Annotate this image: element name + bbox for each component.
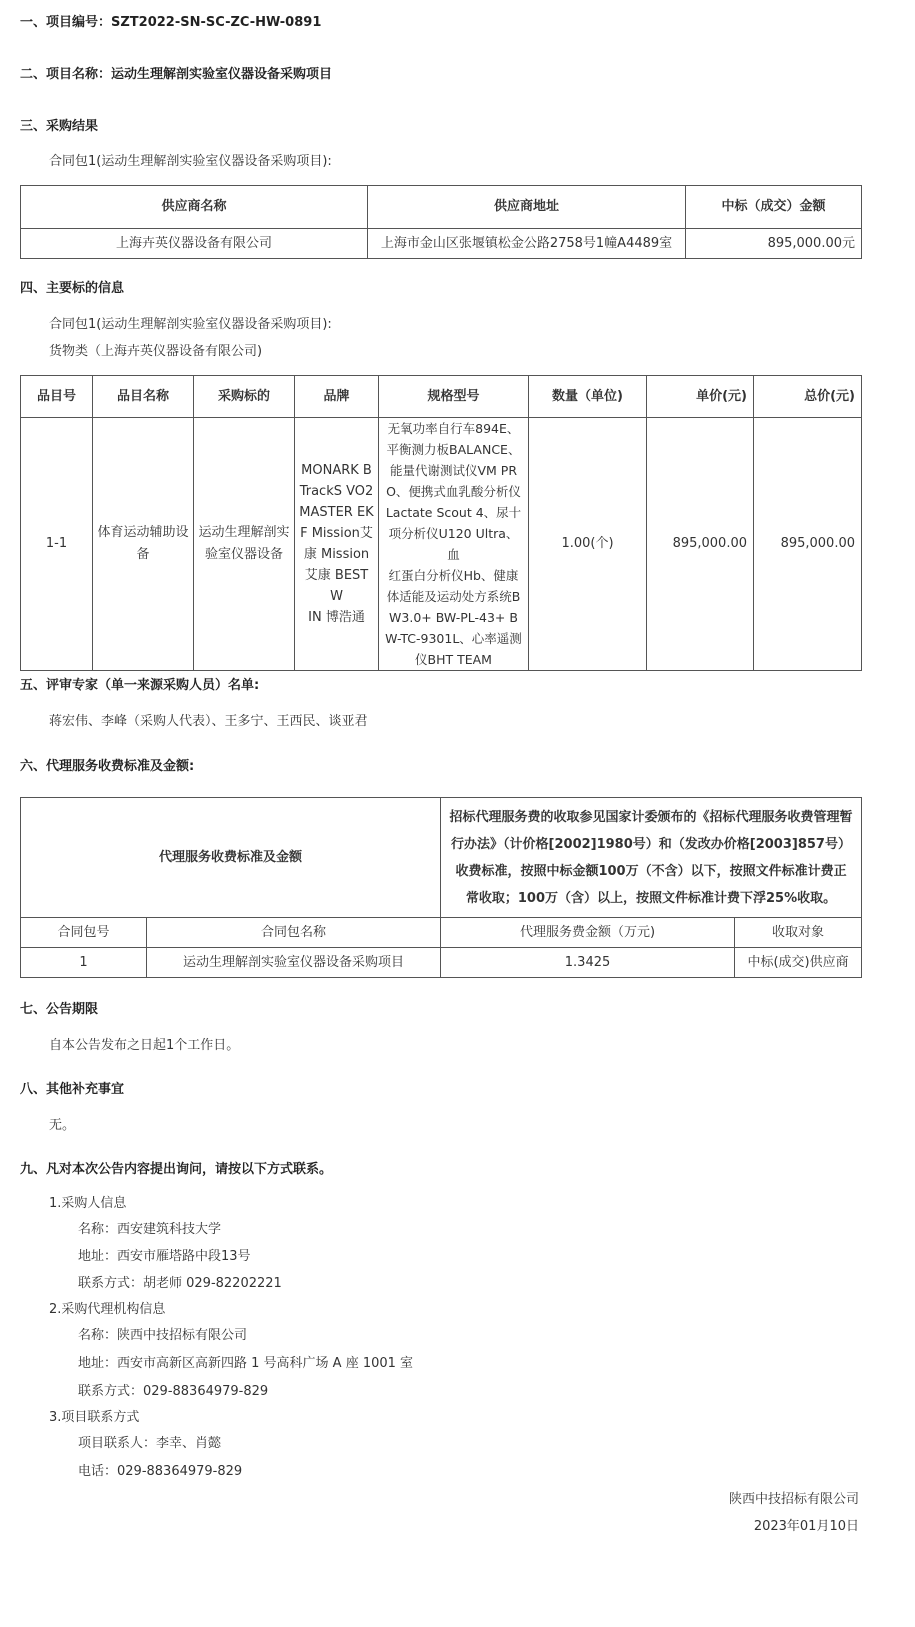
purchaser-address: 地址：西安市雁塔路中段13号 <box>78 1249 251 1264</box>
result-header-amount: 中标（成交）金额 <box>686 186 862 229</box>
table-row <box>21 229 862 259</box>
section-title-period: 七、公告期限 <box>20 1002 99 1017</box>
section-title-experts: 五、评审专家（单一来源采购人员）名单: <box>20 678 260 693</box>
fee-cell-package-no: 1 <box>21 948 147 978</box>
project-name-line <box>20 66 332 84</box>
result-table <box>20 185 862 259</box>
agency-contact: 联系方式：029-88364979-829 <box>78 1384 269 1399</box>
result-cell-address: 上海市金山区张堰镇松金公路2758号1幢A4489室 <box>368 229 686 259</box>
result-header-supplier: 供应商名称 <box>21 186 368 229</box>
project-contact-title: 3.项目联系方式 <box>49 1410 140 1425</box>
item-cell-unit-price: 895,000.00 <box>647 418 754 671</box>
item-header-total-price: 总价(元) <box>754 376 862 418</box>
fee-cell-payer: 中标(成交)供应商 <box>735 948 862 978</box>
item-header-unit-price: 单价(元) <box>647 376 754 418</box>
item-cell-qty: 1.00(个) <box>529 418 647 671</box>
fee-cell-amount: 1.3425 <box>441 948 735 978</box>
item-header-name: 品目名称 <box>93 376 194 418</box>
item-cell-spec: 无氧功率自行车894E、 平衡测力板BALANCE、 能量代谢测试仪VM PR O、便携式血乳酸分析仪 Lactate Scout 4、尿十 项分析仪U120 Ultra、血 红蛋白分析仪Hb、健康 体适能及运动处方系统B W3.0+ BW-PL-43+ B W-TC-9301L、心率遥测 仪BHT TEAM <box>379 418 529 671</box>
section-title-other: 八、其他补充事宜 <box>20 1082 125 1097</box>
package-label: 合同包1(运动生理解剖实验室仪器设备采购项目): <box>49 317 332 332</box>
period-text: 自本公告发布之日起1个工作日。 <box>49 1038 240 1053</box>
project-name-label: 二、项目名称： <box>20 67 112 82</box>
fee-table <box>20 797 862 978</box>
agency-address: 地址：西安市高新区高新四路 1 号高科广场 A 座 1001 室 <box>78 1356 414 1371</box>
purchaser-name: 名称：西安建筑科技大学 <box>78 1222 222 1237</box>
purchaser-contact: 联系方式：胡老师 029-82202221 <box>78 1276 282 1291</box>
result-header-address: 供应商地址 <box>368 186 686 229</box>
item-cell-brand: MONARK B TrackS VO2 MASTER EK F Mission艾 康 Mission 艾康 BESTW IN 博浩通 <box>295 418 379 671</box>
result-cell-supplier: 上海卉英仪器设备有限公司 <box>21 229 368 259</box>
project-contact-phone: 电话：029-88364979-829 <box>78 1464 243 1479</box>
section-title-fee: 六、代理服务收费标准及金额: <box>20 759 195 774</box>
fee-header-amount: 代理服务费金额（万元) <box>441 918 735 948</box>
package-label: 合同包1(运动生理解剖实验室仪器设备采购项目): <box>49 154 332 169</box>
project-number-line <box>20 14 321 32</box>
section-title-results: 三、采购结果 <box>20 119 99 134</box>
fee-description: 招标代理服务费的收取参见国家计委颁布的《招标代理服务收费管理暂行办法》（计价格[2002]1980号）和（发改办价格[2003]857号）收费标准，按照中标金额100万（不含）以下，按照文件标准计费正常收取；100万（含）以上，按照文件标准计费下浮25%收取。 <box>441 798 862 918</box>
item-cell-no: 1-1 <box>21 418 93 671</box>
fee-cell-package-name: 运动生理解剖实验室仪器设备采购项目 <box>147 948 441 978</box>
purchaser-title: 1.采购人信息 <box>49 1196 127 1211</box>
project-name-value: 运动生理解剖实验室仪器设备采购项目 <box>111 67 333 82</box>
table-row <box>21 418 862 671</box>
agency-name: 名称：陕西中技招标有限公司 <box>78 1328 248 1343</box>
category-label: 货物类（上海卉英仪器设备有限公司) <box>49 344 263 359</box>
fee-label: 代理服务收费标准及金额 <box>21 798 441 918</box>
item-cell-target: 运动生理解剖实验室仪器设备 <box>194 418 295 671</box>
item-table <box>20 375 862 671</box>
table-row <box>21 948 862 978</box>
other-text: 无。 <box>49 1118 76 1133</box>
item-header-no: 品目号 <box>21 376 93 418</box>
item-header-target: 采购标的 <box>194 376 295 418</box>
item-header-qty: 数量（单位) <box>529 376 647 418</box>
project-number-value: SZT2022-SN-SC-ZC-HW-0891 <box>111 15 322 30</box>
project-number-label: 一、项目编号： <box>20 15 112 30</box>
fee-header-payer: 收取对象 <box>735 918 862 948</box>
fee-header-package-name: 合同包名称 <box>147 918 441 948</box>
footer-date: 2023年01月10日 <box>753 1519 859 1534</box>
project-contact-person: 项目联系人：李幸、肖懿 <box>78 1436 222 1451</box>
item-header-brand: 品牌 <box>295 376 379 418</box>
footer-company: 陕西中技招标有限公司 <box>728 1492 859 1507</box>
experts-list: 蒋宏伟、李峰（采购人代表）、王多宁、王西民、谈亚君 <box>49 714 368 729</box>
item-cell-name: 体育运动辅助设备 <box>93 418 194 671</box>
item-header-spec: 规格型号 <box>379 376 529 418</box>
fee-header-package-no: 合同包号 <box>21 918 147 948</box>
section-title-items: 四、主要标的信息 <box>20 281 125 296</box>
agency-title: 2.采购代理机构信息 <box>49 1302 166 1317</box>
section-title-contact: 九、凡对本次公告内容提出询问，请按以下方式联系。 <box>20 1162 333 1177</box>
item-cell-total-price: 895,000.00 <box>754 418 862 671</box>
result-cell-amount: 895,000.00元 <box>686 229 862 259</box>
